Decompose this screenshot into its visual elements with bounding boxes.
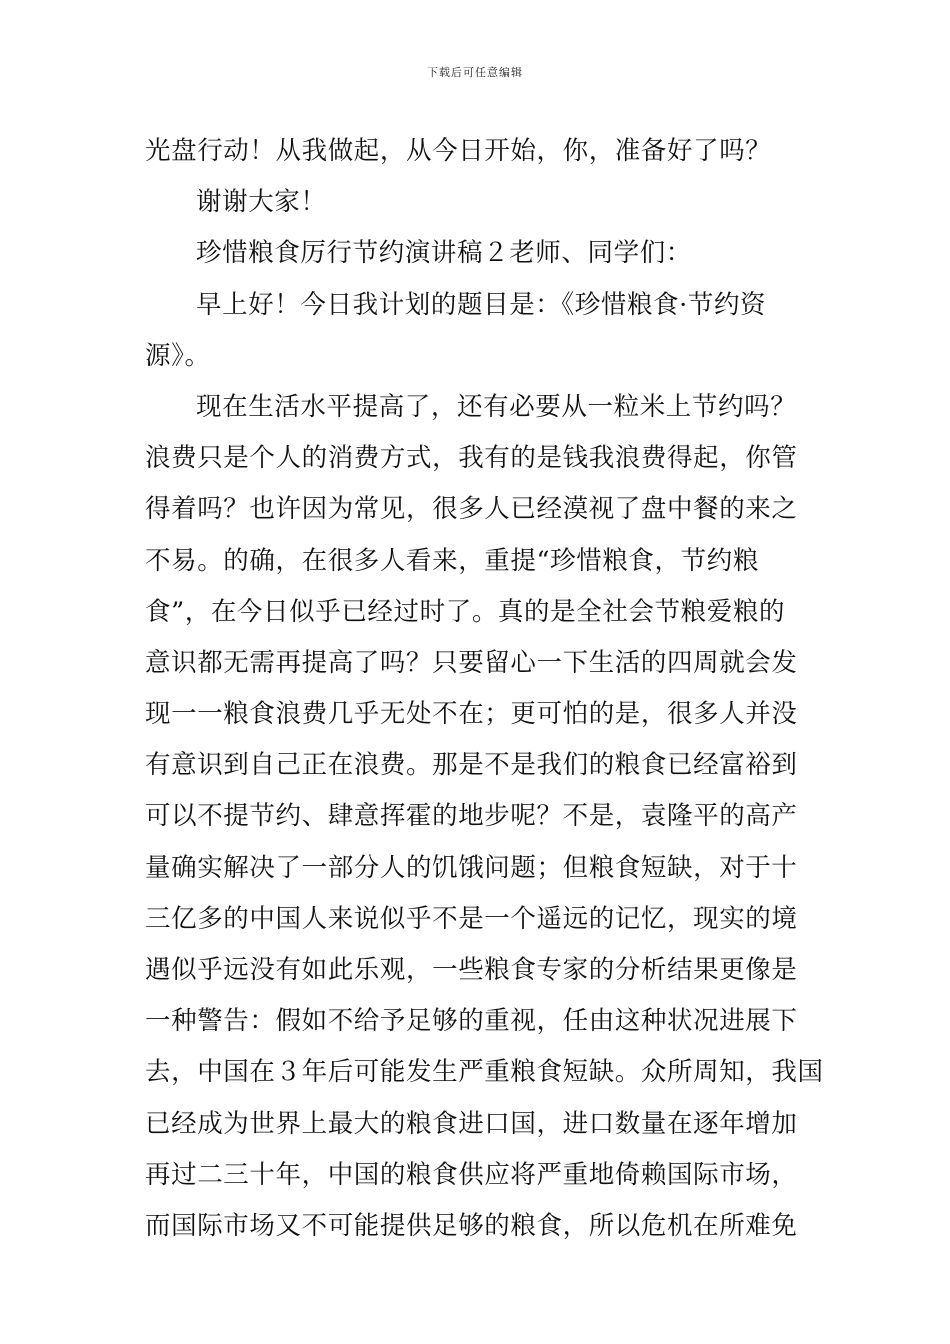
text-line: 谢谢大家！ [196,187,327,218]
text-line: 意识都无需再提高了吗？只要留心一下生活的四周就会发 [145,647,798,678]
text-line: 已经成为世界上最大的粮食进口国，进口数量在逐年增加 [145,1108,798,1139]
text-line: 早上好！今日我计划的题目是：《珍惜粮食·节约资 [196,289,767,320]
page-header: 下载后可任意编辑 [427,66,523,79]
text-line: 有意识到自己正在浪费。那是不是我们的粮食已经富裕到 [145,750,798,781]
text-line: 不易。的确，在很多人看来，重提“珍惜粮食，节约粮 [145,545,759,576]
text-line: 而国际市场又不可能提供足够的粮食，所以危机在所难免 [145,1210,798,1241]
text-line: 量确实解决了一部分人的饥饿问题；但粮食短缺，对于十 [145,852,798,883]
text-line: 再过二三十年，中国的粮食供应将严重地倚赖国际市场， [145,1159,798,1190]
text-line: 光盘行动！从我做起，从今日开始，你，准备好了吗？ [145,136,772,166]
text-line: 可以不提节约、肆意挥霍的地步呢？不是，袁隆平的高产 [145,801,798,832]
text-line: 三亿多的中国人来说似乎不是一个遥远的记忆，现实的境 [145,903,798,934]
text-line: 现在生活水平提高了，还有必要从一粒米上节约吗？ [196,391,797,422]
text-line: 珍惜粮食厉行节约演讲稿２老师、同学们： [196,238,692,269]
text-line: 现一一粮食浪费几乎无处不在；更可怕的是，很多人并没 [145,699,798,730]
text-line: 得着吗？也许因为常见，很多人已经漠视了盘中餐的来之 [145,494,798,525]
text-line: 食”，在今日似乎已经过时了。真的是全社会节粮爱粮的 [145,596,786,627]
text-line: 一种警告：假如不给予足够的重视，任由这种状况进展下 [145,1006,798,1037]
text-line: 去，中国在３年后可能发生严重粮食短缺。众所周知，我国 [145,1057,824,1088]
text-line: 遇似乎远没有如此乐观，一些粮食专家的分析结果更像是 [145,955,798,985]
text-line: 浪费只是个人的消费方式，我有的是钱我浪费得起，你管 [145,443,798,474]
text-line: 源》。 [145,340,211,371]
document-body [145,126,824,1252]
